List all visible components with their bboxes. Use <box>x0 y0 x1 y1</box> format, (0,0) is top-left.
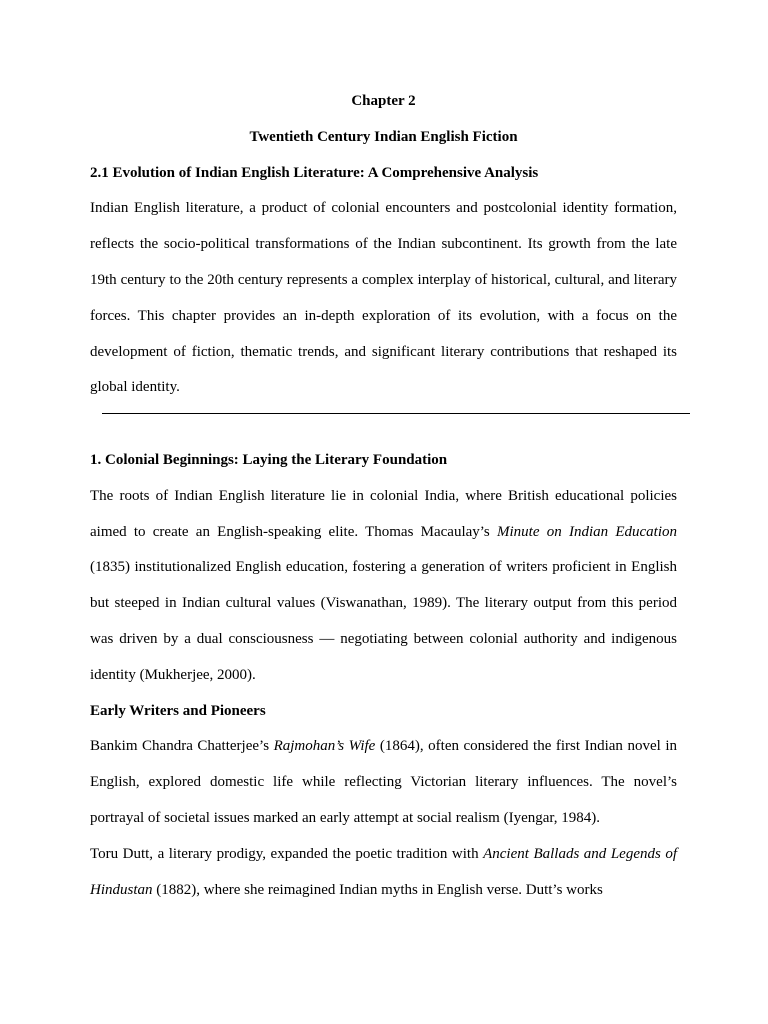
document-page <box>90 84 677 406</box>
subheading-early-writers: Early Writers and Pioneers <box>90 702 266 719</box>
text-run: The roots of Indian English literature lie in colonial India, where British educational policies aimed to create an English-speaking elite. Thomas Macaulay’s <box>90 487 677 540</box>
paragraph-chatterjee <box>90 729 677 836</box>
horizontal-divider <box>102 413 690 414</box>
intro-paragraph: Indian English literature, a product of colonial encounters and postcolonial identity formation, reflects the socio-political transformations of the Indian subcontinent. Its growth from the late 19th century to the 20th century represents a complex interplay of historical, cultural, and literary forces. This chapter provides an in-depth exploration of its evolution, with a focus on the development of fiction, thematic trends, and significant literary contributions that reshaped its global identity. <box>90 200 677 396</box>
italic-title: Rajmohan’s Wife <box>273 738 376 755</box>
paragraph-colonial-roots <box>90 479 677 694</box>
italic-title: Minute on Indian Education <box>497 523 678 540</box>
text-run: (1864), often considered the first Indian novel in English, explored domestic life while reflecting Victorian literary influences. The novel’s portrayal of societal issues marked an early attempt at social realism (Iyengar, 1984). <box>90 738 677 826</box>
text-run: (1882), where she reimagined Indian myths in English verse. Dutt’s works <box>152 881 603 898</box>
text-run: (1835) institutionalized English education, fostering a generation of writers proficient in English but steeped in Indian cultural values (Viswanathan, 1989). The literary output from this period was driven by a dual consciousness — negotiating between colonial authority and indigenous identity (Mukherjee, 2000). <box>90 559 677 683</box>
text-run: Bankim Chandra Chatterjee’s <box>90 738 274 755</box>
chapter-title: Twentieth Century Indian English Fiction <box>249 128 518 145</box>
chapter-label: Chapter 2 <box>351 93 416 109</box>
italic-title: Ancient Ballads and Legends of Hindustan <box>90 845 678 898</box>
paragraph-toru-dutt <box>90 837 677 909</box>
section-colonial-beginnings <box>90 443 677 908</box>
text-run: Toru Dutt, a literary prodigy, expanded the poetic tradition with <box>90 845 484 862</box>
section-heading-1: 1. Colonial Beginnings: Laying the Literary Foundation <box>90 452 448 468</box>
section-heading-2-1: 2.1 Evolution of Indian English Literature: A Comprehensive Analysis <box>90 164 539 181</box>
